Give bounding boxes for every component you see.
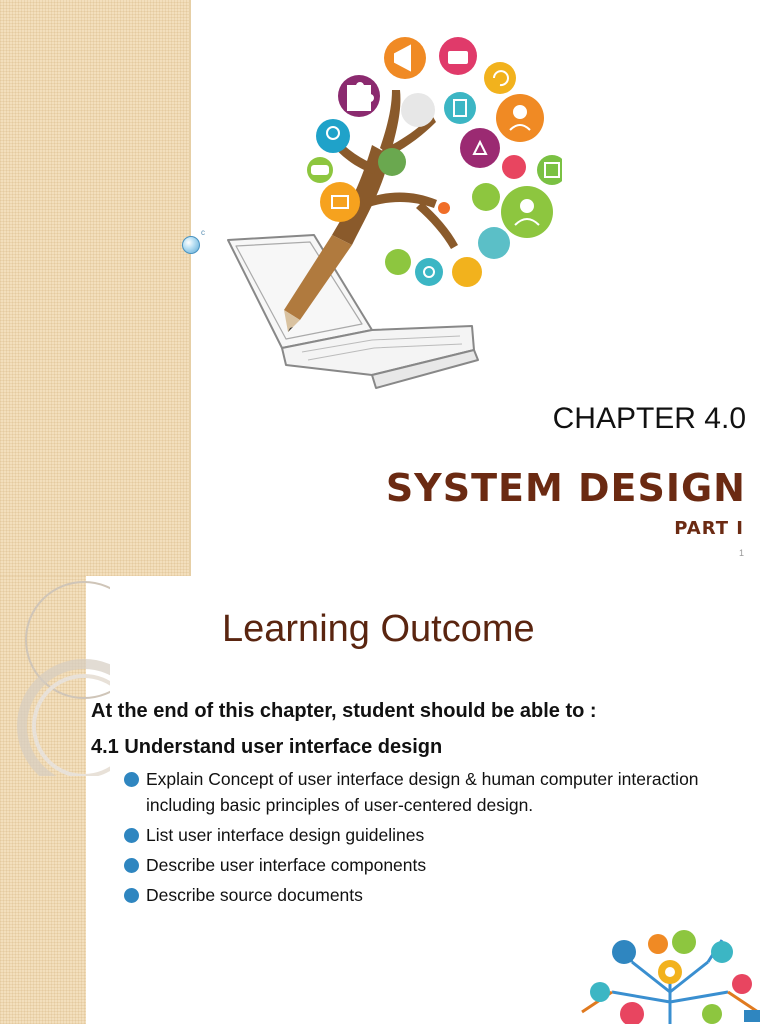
laptop-icon — [228, 235, 478, 388]
bullet-icon — [124, 772, 139, 787]
decorative-stripe — [0, 0, 191, 576]
slide-title: SYSTEM DESIGN — [385, 466, 746, 510]
list-item: Describe user interface components — [122, 852, 722, 878]
person-icon — [514, 106, 526, 118]
people-icon — [521, 200, 533, 212]
section-title: Learning Outcome — [222, 608, 535, 650]
list-item: Describe source documents — [122, 882, 722, 908]
clapper-icon — [449, 52, 467, 63]
tree-laptop-illustration — [222, 30, 562, 395]
bullet-dot — [182, 236, 200, 254]
subsection-heading: 4.1 Understand user interface design — [91, 736, 443, 758]
page-mark: 1 — [738, 548, 744, 558]
outcome-list — [122, 766, 722, 912]
bullet-icon — [124, 858, 139, 873]
list-item: List user interface design guidelines — [122, 822, 722, 848]
tech-tree-infographic — [572, 922, 768, 1024]
bullet-icon — [124, 828, 139, 843]
list-item: Explain Concept of user interface design & human computer interaction including basic principles of user-centered design. — [122, 766, 722, 818]
intro-text: At the end of this chapter, student should be able to : — [91, 700, 597, 722]
chapter-number: CHAPTER 4.0 — [552, 402, 746, 435]
puzzle-icon — [348, 83, 373, 110]
dot-mark: c — [201, 228, 205, 237]
bullet-icon — [124, 888, 139, 903]
battery-icon — [312, 166, 328, 174]
learning-outcome-slide — [0, 576, 768, 1024]
part-label: PART I — [674, 518, 744, 539]
